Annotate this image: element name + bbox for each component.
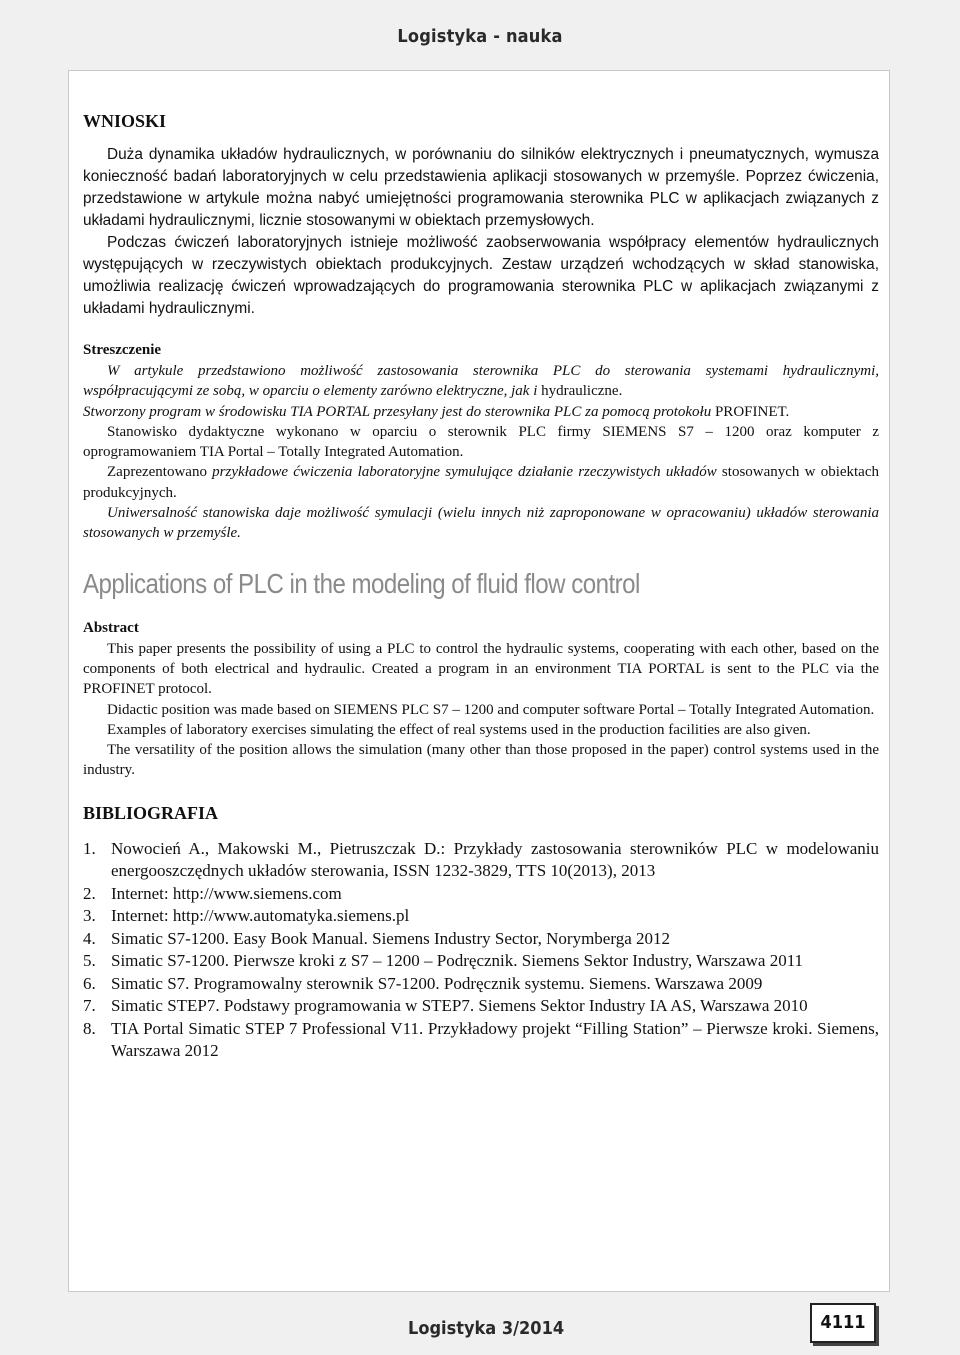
bibliography-item [83,973,879,996]
streszczenie-paragraph [83,462,879,503]
bibliography-item-text: Internet: http://www.automatyka.siemens.pl [111,906,410,926]
bibliography-item-number: 6. [83,973,96,993]
bibliography-item-text: Internet: http://www.siemens.com [111,883,342,903]
conclusions-paragraph: Podczas ćwiczeń laboratoryjnych istnieje możliwość zaobserwowania współpracy elementów hydraulicznych występujących w rzeczywistych obiektach produkcyjnych. Zestaw urządzeń wchodzących w skład stanowiska, umożliwia realizację ćwiczeń wprowadzających do programowania sterownika PLC w aplikacjach związanymi z układami hydraulicznymi. [83,234,879,317]
bibliography-item [83,1018,879,1063]
bibliography-item-text: TIA Portal Simatic STEP 7 Professional V11. Przykładowy projekt “Filling Station” – Pierwsze kroki. Siemens, Warszawa 2012 [111,1018,879,1061]
abstract-paragraph: Didactic position was made based on SIEMENS PLC S7 – 1200 and computer software Portal – Totally Integrated Automation. [107,701,875,718]
conclusions-section [83,111,879,320]
english-title: Applications of PLC in the modeling of fluid flow control [83,567,640,599]
streszczenie-italic-text: przykładowe ćwiczenia laboratoryjne symulujące działanie rzeczywistych układów [212,464,717,481]
streszczenie-italic-text: Stworzony program w środowisku TIA PORTAL przesyłany jest do sterownika PLC za pomocą protokołu [83,403,712,420]
bibliography-item-number: 2. [83,883,96,903]
bibliography-item [83,950,879,973]
abstract-paragraph: Examples of laboratory exercises simulating the effect of real systems used in the production facilities are also given. [107,721,811,738]
page-number: 4111 [810,1303,876,1343]
conclusions-heading: WNIOSKI [83,111,167,131]
streszczenie-text-tail: stosowanych w obiektach produkcyjnych. [83,464,879,501]
streszczenie-text-head: Zaprezentowano [107,464,213,481]
streszczenie-paragraph: Stanowisko dydaktyczne wykonano w oparciu o sterownik PLC firmy SIEMENS S7 – 1200 oraz komputer z oprogramowaniem TIA Portal – Totally Integrated Automation. [83,423,879,461]
streszczenie-text-tail: PROFINET. [711,403,790,420]
conclusions-paragraph: Duża dynamika układów hydraulicznych, w porównaniu do silników elektrycznych i pneumatycznych, wymusza konieczność badań laboratoryjnych w celu przedstawienia aplikacji stosowanych w przemyśle. Poprzez ćwiczenia, przedstawione w artykule można nabyć umiejętności programowania sterownika PLC w aplikacjach związanych z układami hydraulicznymi, licznie stosowanymi w obiektach przemysłowych. [83,146,879,229]
abstract-paragraph: This paper presents the possibility of using a PLC to control the hydraulic systems, cooperating with each other, based on the components of both electrical and hydraulic. Created a program in an environment TIA PORTAL is sent to the PLC via the PROFINET protocol. [83,640,879,698]
bibliography-item [83,883,879,906]
streszczenie-paragraph [83,503,879,544]
streszczenie-italic-text: W artykule przedstawiono możliwość zastosowania sterownika PLC do sterowania systemami hydraulicznymi, współpracującymi ze sobą, w oparciu o elementy zarówno elektryczne, jak i [83,363,879,400]
abstract-text [83,639,879,781]
streszczenie-heading: Streszczenie [83,342,162,358]
streszczenie-text-tail: hydrauliczne. [537,383,623,400]
bibliography-item-number: 1. [83,838,96,858]
streszczenie-paragraph [83,361,879,402]
journal-footer: Logistyka 3/2014 [408,1318,565,1339]
bibliography-item [83,928,879,951]
bibliography-item-number: 8. [83,1018,96,1038]
streszczenie-text [83,361,879,544]
bibliography-item-text: Simatic S7-1200. Pierwsze kroki z S7 – 1200 – Podręcznik. Siemens Sektor Industry, Warszawa 2011 [111,951,804,971]
streszczenie-paragraph [83,402,879,422]
bibliography-list [83,838,879,1063]
bibliography-item-number: 3. [83,906,96,926]
bibliography-item [83,838,879,883]
bibliography-item-number: 5. [83,951,96,971]
bibliography-item-text: Simatic S7. Programowalny sterownik S7-1200. Podręcznik systemu. Siemens. Warszawa 2009 [111,973,763,993]
streszczenie-section [83,342,879,544]
journal-header: Logistyka - nauka [397,26,563,47]
article-panel [68,70,890,1292]
abstract-paragraph: The versatility of the position allows the simulation (many other than those proposed in the paper) control systems used in the industry. [83,742,879,779]
bibliography-item-number: 4. [83,928,96,948]
article-content [83,111,879,1063]
bibliography-section [83,803,879,1063]
bibliography-item-text: Nowocień A., Makowski M., Pietruszczak D.: Przykłady zastosowania sterowników PLC w modelowaniu energooszczędnych układów sterowania, ISSN 1232-3829, TTS 10(2013), 2013 [111,838,879,881]
abstract-heading: Abstract [83,619,139,636]
streszczenie-italic-text: Uniwersalność stanowiska daje możliwość symulacji (wielu innych niż zaproponowane w opracowaniu) układów sterowania stosowanych w przemyśle. [83,505,879,542]
bibliography-item [83,905,879,928]
bibliography-item-text: Simatic STEP7. Podstawy programowania w STEP7. Siemens Sektor Industry IA AS, Warszawa 2010 [111,996,808,1016]
bibliography-item-text: Simatic S7-1200. Easy Book Manual. Siemens Industry Sector, Norymberga 2012 [111,928,670,948]
bibliography-item-number: 7. [83,996,96,1016]
bibliography-item [83,995,879,1018]
abstract-section [83,620,879,781]
bibliography-heading: BIBLIOGRAFIA [83,802,219,823]
